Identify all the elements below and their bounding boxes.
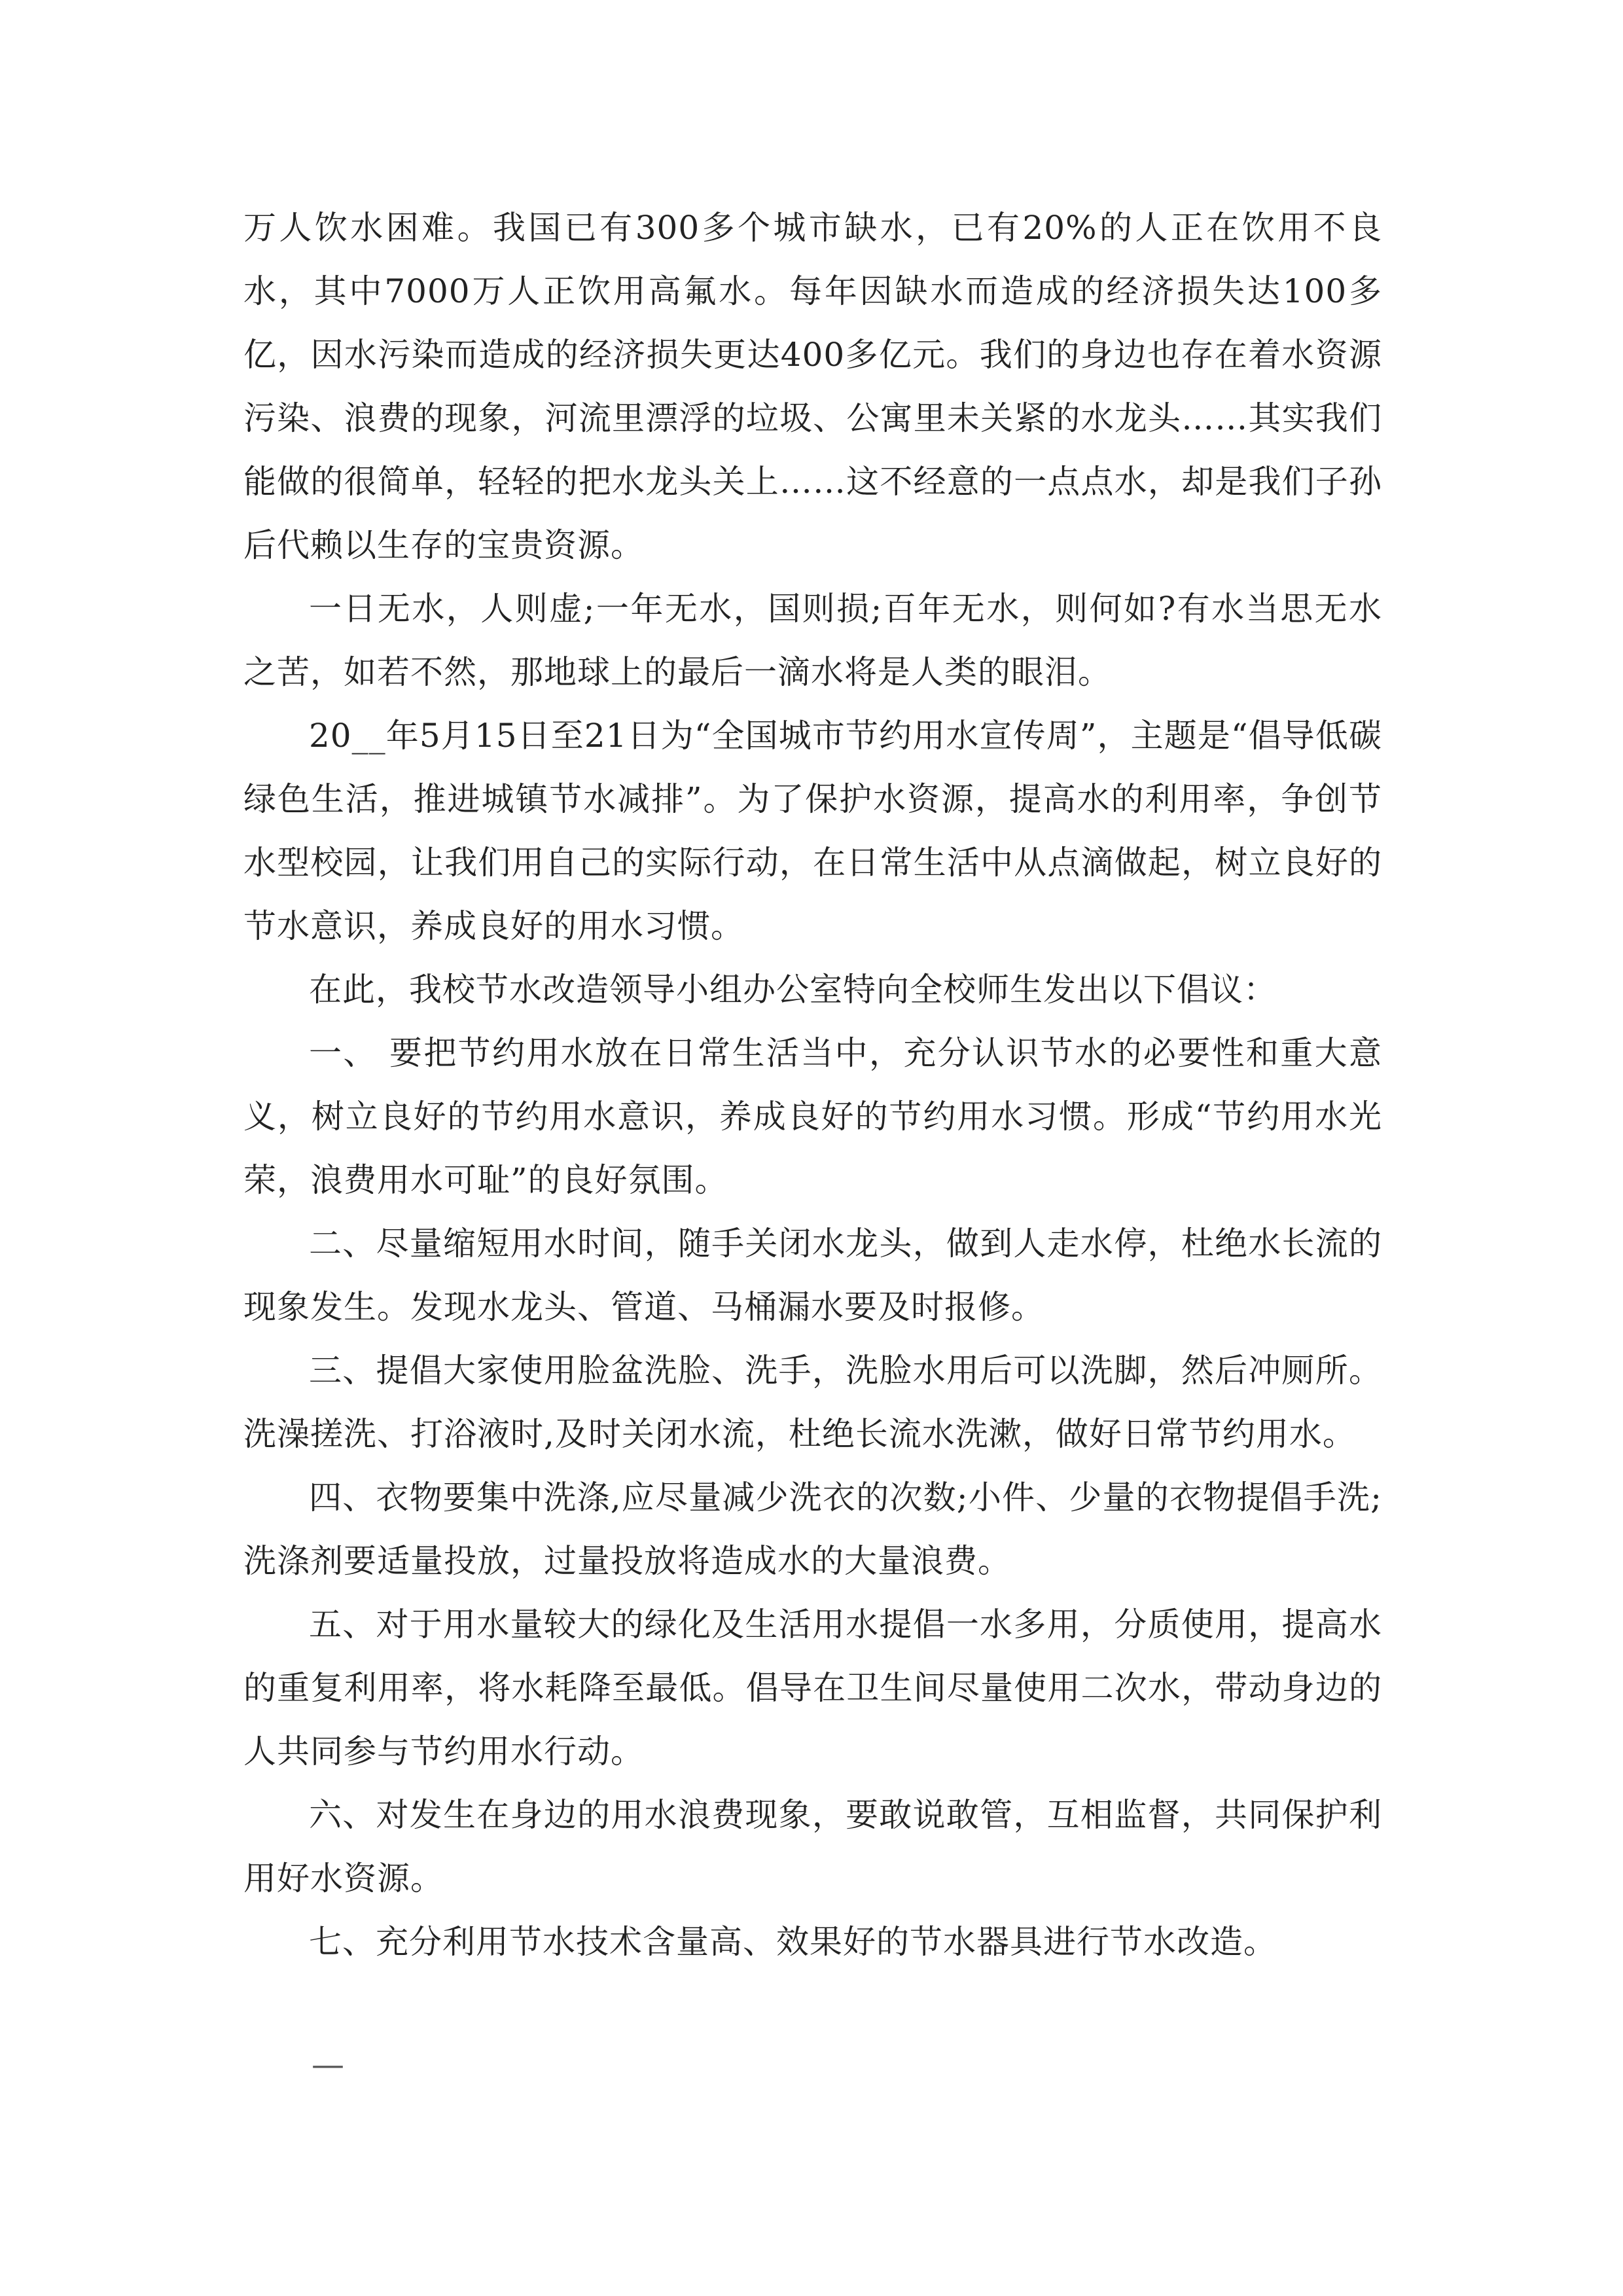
proposal-item-1: 一、 要把节约用水放在日常生活当中，充分认识节水的必要性和重大意义，树立良好的节约用水意识，养成良好的节约用水习惯。形成“节约用水光荣，浪费用水可耻”的良好氛围。 [243, 1034, 1382, 1199]
proposal-item-5: 五、对于用水量较大的绿化及生活用水提倡一水多用，分质使用，提高水的重复利用率，将水耗降至最低。倡导在卫生间尽量使用二次水，带动身边的人共同参与节约用水行动。 [243, 1605, 1382, 1770]
proposal-item-2: 二、尽量缩短用水时间，随手关闭水龙头，做到人走水停，杜绝水长流的现象发生。发现水龙头、管道、马桶漏水要及时报修。 [243, 1225, 1382, 1326]
proposal-item-4: 四、衣物要集中洗涤,应尽量减少洗衣的次数;小件、少量的衣物提倡手洗;洗涤剂要适量投放，过量投放将造成水的大量浪费。 [243, 1479, 1382, 1580]
proposal-item-7: 七、充分利用节水技术含量高、效果好的节水器具进行节水改造。 [309, 1923, 1277, 1961]
document-body [243, 196, 1382, 1974]
paragraph-water-shortage: 万人饮水困难。我国已有300多个城市缺水，已有20%的人正在饮用不良水，其中7000万人正饮用高氟水。每年因缺水而造成的经济损失达100多亿，因水污染而造成的经济损失更达400多亿元。我们的身边也存在着水资源污染、浪费的现象，河流里漂浮的垃圾、公寓里未关紧的水龙头……其实我们能做的很简单，轻轻的把水龙头关上……这不经意的一点点水，却是我们子孙后代赖以生存的宝贵资源。 [243, 209, 1382, 564]
paragraph-proposal-intro: 在此，我校节水改造领导小组办公室特向全校师生发出以下倡议： [309, 971, 1277, 1009]
proposal-item-6: 六、对发生在身边的用水浪费现象，要敢说敢管，互相监督，共同保护利用好水资源。 [243, 1796, 1382, 1897]
proposal-item-3: 三、提倡大家使用脸盆洗脸、洗手，洗脸水用后可以洗脚，然后冲厕所。洗澡搓洗、打浴液时,及时关闭水流，杜绝长流水洗漱，做好日常节约用水。 [243, 1352, 1382, 1453]
paragraph-proverb: 一日无水，人则虚;一年无水，国则损;百年无水，则何如?有水当思无水之苦，如若不然，那地球上的最后一滴水将是人类的眼泪。 [243, 590, 1382, 691]
page-end-dash: — [312, 2045, 344, 2083]
paragraph-water-week: 20__年5月15日至21日为“全国城市节约用水宣传周”，主题是“倡导低碳绿色生活，推进城镇节水减排”。为了保护水资源，提高水的利用率，争创节水型校园，让我们用自己的实际行动，在日常生活中从点滴做起，树立良好的节水意识，养成良好的用水习惯。 [243, 717, 1382, 945]
